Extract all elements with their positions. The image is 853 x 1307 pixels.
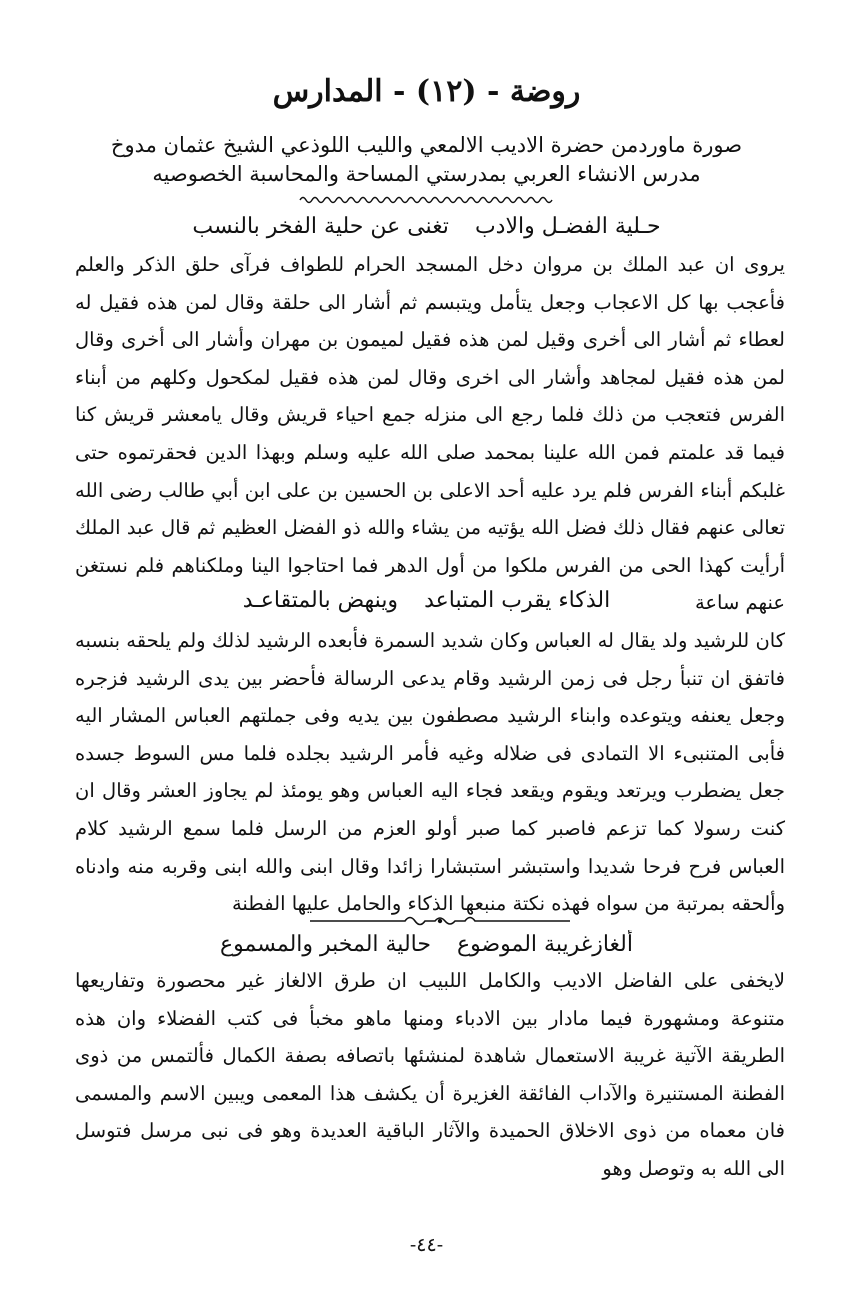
intro-line-1: صورة ماوردمن حضرة الاديب الالمعي والليب اللوذعي الشيخ عثمان مدوخ (110, 133, 743, 157)
section-2-heading (120, 586, 733, 616)
ornament-divider (310, 912, 570, 928)
section-3-heading-b: حالية المخبر والمسموع (220, 932, 431, 957)
section-3-heading (120, 930, 733, 960)
wavy-ornament (300, 195, 553, 205)
section-3-text: لايخفى على الفاضل الاديب والكامل اللبيب ان طرق الالغاز غير محصورة وتفاريعها متنوعة ومشهورة فيما مادار بين الادباء ومنها ماهو مخبأ فى كتب الفضلاء وان هذه الطريقة الآتية غريبة الاستعمال شاهدة لمنشئها باتصافه بصفة الكمال فألتمس من ذوى الفطنة المستنيرة والآداب الفائقة الغزيرة أن يكشف هذا المعمى ويبين الاسم والمسمى فان معماه من ذوى الاخلاق الحميدة والآثار الباقية العديدة وهو فى نبى مرسل فتوسل الى الله به وتوصل وهو (75, 969, 785, 1180)
section-1-heading (120, 212, 733, 242)
page-title: روضة - (١٢) - المدارس (272, 74, 581, 109)
section-1-heading-b: تغنى عن حلية الفخر بالنسب (192, 214, 449, 239)
section-2-heading-b: وينهض بالمتقاعـد (242, 588, 399, 613)
section-3-body (75, 962, 785, 1212)
section-2-heading-a: الذكاء يقرب المتباعد (424, 588, 611, 613)
intro-line-2: مدرس الانشاء العربي بمدرستي المساحة والمحاسبة الخصوصيه (152, 162, 701, 186)
section-3-heading-a: ألغازغريبة الموضوع (456, 932, 633, 957)
section-2-body (75, 622, 785, 922)
section-1-heading-a: حـلية الفضـل والادب (474, 214, 661, 239)
section-2-text: كان للرشيد ولد يقال له العباس وكان شديد السمرة فأبعده الرشيد لذلك ولم يلحقه بنسبه فاتفق ان تنبأ رجل فى زمن الرشيد وقام يدعى الرسالة فأحضر بين يدى الرشيد فزجره وجعل يعنفه ويتوعده وابناء الرشيد مصطفون بين يديه وفى جملتهم العباس المشار اليه فأبى المتنبىء الا التمادى فى ضلاله وغيه فأمر الرشيد بجلده فلما مس السوط جسده جعل يضطرب ويرتعد ويقوم ويقعد فجاء اليه العباس وهو يومئذ لم يجاوز العشر وقال ان كنت رسولا كما تزعم فاصبر كما صبر أولو العزم من الرسل فلما سمع الرشيد كلام العباس فرح فرحا شديدا واستبشر استبشارا زائدا وقال ابنى والله ابنى وقربه منه وادناه وألحقه بمرتبة من سواه فهذه نكتة منبعها الذكاء والحامل عليها الفطنة (75, 629, 785, 916)
page-number: -٤٤- (409, 1234, 444, 1256)
section-1-text: يروى ان عبد الملك بن مروان دخل المسجد الحرام للطواف فرآى حلق الذكر والعلم فأعجب بها كل الاعجاب وجعل يتأمل ويتبسم ثم أشار الى حلقة وقال لمن هذه فقيل له لعطاء ثم أشار الى أخرى وقيل لمن هذه فقيل لميمون بن مهران وأشار الى أخرى وقال لمن هذه فقيل لمجاهد وأشار الى اخرى وقال لمن هذه فقيل لمكحول وكلهم من أبناء الفرس فتعجب من ذلك فلما رجع الى منزله جمع احياء قريش وقال يامعشر قريش كنا فيما قد علمتم فمن الله علينا بمحمد صلى الله عليه وسلم وبهذا الدين فحقرتموه حتى غلبكم أبناء الفرس فلم يرد عليه أحد الاعلى بن الحسين بن على ابن أبي طالب رضى الله تعالى عنهم فقال ذلك فضل الله يؤتيه من يشاء والله ذو الفضل العظيم ثم قال عبد الملك أرأيت كهذا الحى من الفرس ملكوا من أول الدهر فما احتاجوا الينا وملكناهم فلم نستغن عنهم ساعة (75, 253, 785, 615)
